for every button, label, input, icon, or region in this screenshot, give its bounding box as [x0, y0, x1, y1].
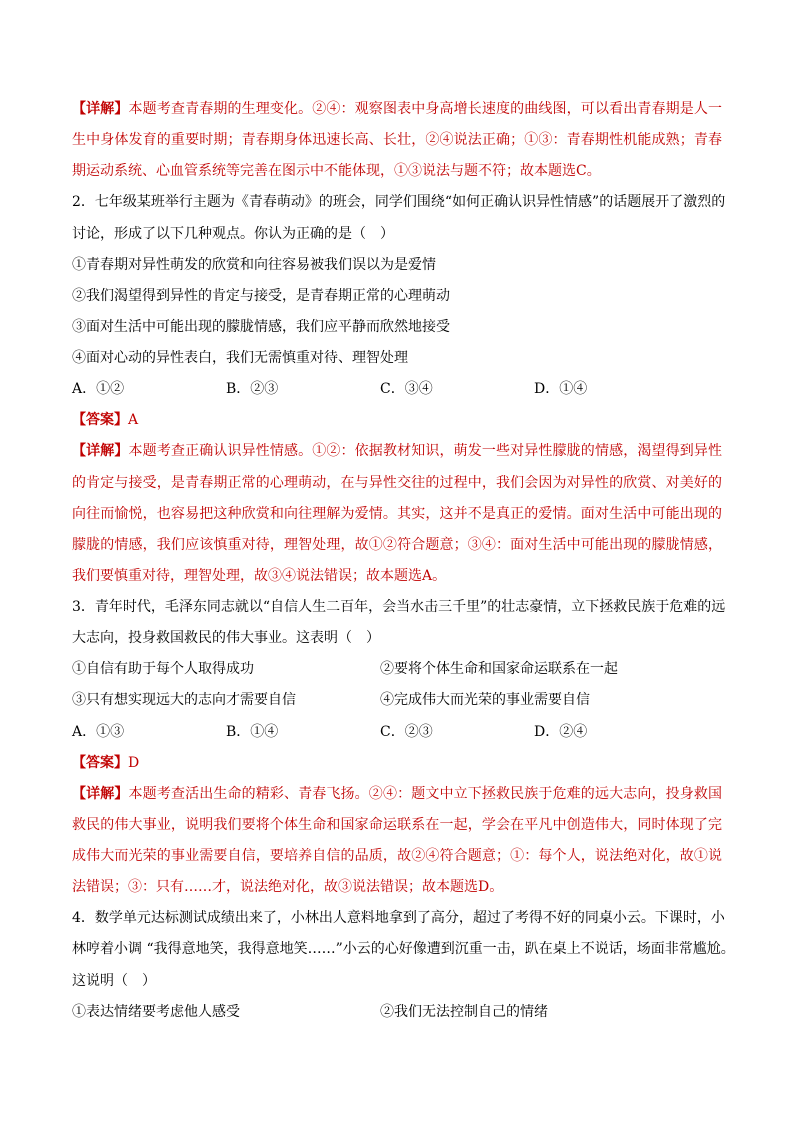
- statement-3: ③只有想实现远大的志向才需要自信: [72, 692, 296, 709]
- statement-row: [72, 685, 722, 716]
- statement-row: [72, 997, 722, 1028]
- answer-value: A: [128, 412, 139, 429]
- answer-choices: [72, 374, 722, 405]
- question-stem-line: 这说明（ ）: [72, 972, 156, 989]
- explanation-line: [72, 779, 722, 810]
- choice-c: C．③④: [380, 381, 433, 398]
- explanation-line: 的肯定与接受，是青春期正常的心理萌动，在与异性交往的过程中，我们会因为对异性的欣赏、对美好的: [72, 474, 722, 491]
- question-1-explanation: [72, 94, 722, 187]
- explanation-line: 成伟大而光荣的事业需要自信，要培养自信的品质，故②④符合题意；①：每个人，说法绝对化，故①说: [72, 848, 722, 864]
- statement-4: ④完成伟大而光荣的事业需要自信: [380, 692, 590, 709]
- choice-b: B．②③: [226, 381, 279, 398]
- statement-row: [72, 654, 722, 685]
- statement-1: ①自信有助于每个人取得成功: [72, 661, 254, 678]
- choice-d: D．①④: [534, 381, 588, 398]
- question-stem-line: 2．七年级某班举行主题为《青春萌动》的班会，同学们围绕“如何正确认识异性情感”的话题展开了激烈的: [72, 194, 726, 211]
- choice-b: B．①④: [226, 723, 279, 740]
- question-2: [72, 187, 726, 592]
- answer-line: [72, 405, 722, 436]
- explanation-line: [72, 436, 722, 467]
- explanation-tag: 【详解】: [72, 101, 129, 117]
- explanation-line: 生中身体发育的重要时期；青春期身体迅速长高、长壮，②④说法正确；①③：青春期性机能成熟；青春: [72, 132, 722, 149]
- answer-value: D: [128, 754, 140, 771]
- explanation-tag: 【详解】: [72, 785, 129, 802]
- question-3: [72, 592, 726, 903]
- statement-1: ①青春期对异性萌发的欣赏和向往容易被我们误以为是爱情: [72, 256, 436, 273]
- explanation-line: 朦胧的情感，我们应该慎重对待，理智处理，故①②符合题意；③④：面对生活中可能出现的朦胧情感，: [72, 536, 722, 553]
- choice-a: A．①②: [72, 381, 125, 398]
- explanation-tag: 【详解】: [72, 443, 129, 460]
- document-content: [72, 94, 735, 1028]
- question-stem-line: 林哼着小调 “我得意地笑，我得意地笑……”小云的心好像遭到沉重一击，趴在桌上不说话，场面非常尴尬。: [72, 941, 735, 958]
- answer-tag: 【答案】: [72, 754, 128, 771]
- question-stem-line: 3．青年时代，毛泽东同志就以“自信人生二百年，会当水击三千里”的壮志豪情，立下拯救民族于危难的远: [72, 599, 726, 615]
- explanation-line: 法错误；③：只有……才，说法绝对化，故③说法错误；故本题选D。: [72, 879, 504, 896]
- statement-4: ④面对心动的异性表白，我们无需慎重对待、理智处理: [72, 350, 408, 366]
- explanation-text: 本题考查青春期的生理变化。②④：观察图表中身高增长速度的曲线图，可以看出青春期是人一: [128, 101, 723, 117]
- statement-2: ②我们无法控制自己的情绪: [380, 1003, 548, 1020]
- explanation-line: 救民的伟大事业，说明我们要将个体生命和国家命运联系在一起，学会在平凡中创造伟大，同时体现了完: [72, 816, 722, 833]
- statement-3: ③面对生活中可能出现的朦胧情感，我们应平静而欣然地接受: [72, 318, 450, 335]
- answer-choices: [72, 717, 722, 748]
- statement-1: ①表达情绪要考虑他人感受: [72, 1003, 240, 1020]
- explanation-line: 向往而愉悦，也容易把这种欣赏和向往理解为爱情。其实，这并不是真正的爱情。面对生活中可能出现的: [72, 505, 722, 522]
- question-stem-line: 大志向，投身救国救民的伟大事业。这表明（ ）: [72, 630, 380, 647]
- choice-d: D．②④: [534, 723, 588, 740]
- answer-line: [72, 748, 722, 779]
- question-4: [72, 903, 735, 1028]
- choice-a: A．①③: [72, 723, 125, 740]
- explanation-text: 本题考查活出生命的精彩、青春飞扬。②④：题文中立下拯救民族于危难的远大志向，投身救国: [128, 785, 723, 802]
- explanation-line: 我们要慎重对待，理智处理，故③④说法错误；故本题选A。: [72, 567, 447, 584]
- question-stem-line: 4．数学单元达标测试成绩出来了，小林出人意料地拿到了高分，超过了考得不好的同桌小云。下课时，小: [72, 910, 725, 927]
- statement-2: ②要将个体生命和国家命运联系在一起: [380, 661, 618, 678]
- explanation-line: [72, 94, 722, 125]
- statement-2: ②我们渴望得到异性的肯定与接受，是青春期正常的心理萌动: [72, 287, 450, 304]
- choice-c: C．②③: [380, 723, 433, 740]
- explanation-line: 期运动系统、心血管系统等完善在图示中不能体现，①③说法与题不符；故本题选C。: [72, 163, 601, 180]
- question-stem-line: 讨论，形成了以下几种观点。你认为正确的是（ ）: [72, 225, 394, 242]
- explanation-text: 本题考查正确认识异性情感。①②：依据教材知识，萌发一些对异性朦胧的情感，渴望得到异性: [128, 443, 723, 460]
- answer-tag: 【答案】: [72, 412, 128, 429]
